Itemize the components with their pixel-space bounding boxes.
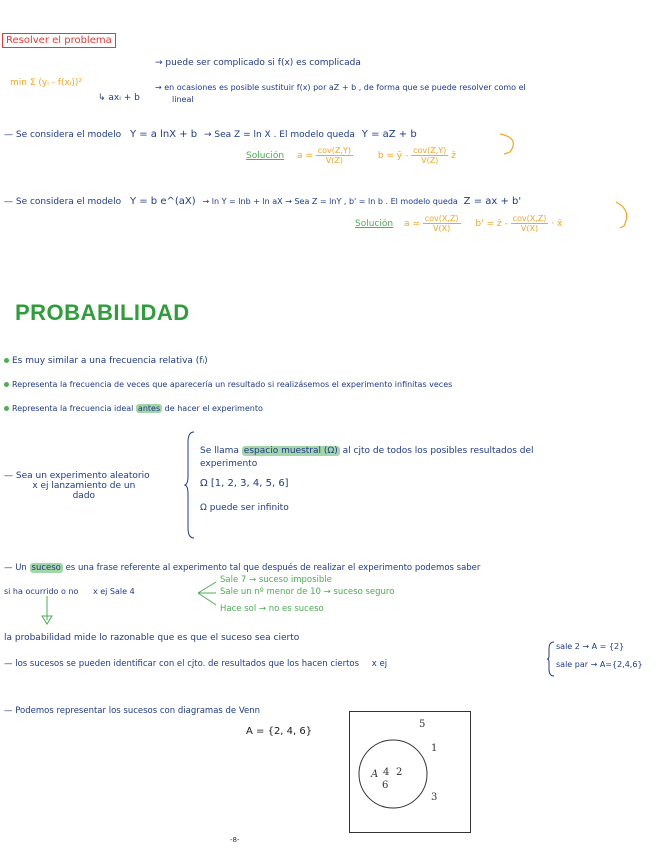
venn-element-6: 6 bbox=[382, 780, 389, 791]
model1-intro bbox=[4, 129, 417, 140]
identify-option2: sale par → A={2,4,6} bbox=[556, 660, 643, 669]
suceso-pre: — Un bbox=[4, 563, 27, 573]
bullet-dot bbox=[4, 406, 9, 411]
experimento-word: experimento bbox=[200, 459, 258, 469]
arrow-down-icon bbox=[40, 596, 54, 628]
solution1-a-den: V(Z) bbox=[325, 156, 343, 165]
bullet3-pre: Representa la frecuencia ideal bbox=[12, 404, 134, 413]
solution1-b-tail: z̄ bbox=[451, 151, 456, 161]
note-lineal: lineal bbox=[172, 95, 194, 104]
solution2-b-fraction bbox=[511, 214, 549, 233]
solution2-a: a = bbox=[403, 219, 420, 229]
solution1-b: b = ȳ - bbox=[377, 151, 409, 161]
model2-text: — Se considera el modelo bbox=[4, 197, 122, 207]
resolver-problema-box bbox=[2, 33, 116, 48]
solution2-b-num: cov(X,Z) bbox=[512, 214, 547, 223]
solution1-b-num: cov(Z,Y) bbox=[413, 146, 447, 155]
page-number: -8- bbox=[230, 836, 240, 844]
solution2-b-tail: · x̄ bbox=[551, 219, 563, 229]
experimento-left bbox=[4, 471, 150, 501]
bullet-dot bbox=[4, 358, 9, 363]
solution2-a-num: cov(X,Z) bbox=[424, 214, 459, 223]
venn-circle-a bbox=[359, 740, 427, 808]
model1-text: — Se considera el modelo bbox=[4, 130, 122, 140]
solution2-b-den: V(X) bbox=[520, 224, 539, 233]
solution2-a-fraction bbox=[423, 214, 461, 233]
venn-universe-rect bbox=[350, 712, 471, 833]
suceso-definition bbox=[4, 563, 480, 573]
exp-left-line2: x ej lanzamiento de un bbox=[32, 481, 136, 491]
suceso-imposible: Sale 7 → suceso imposible bbox=[220, 575, 332, 585]
minimization-expression bbox=[10, 78, 82, 88]
identificar-sucesos bbox=[4, 659, 387, 669]
venn-element-4: 4 bbox=[383, 767, 390, 778]
brace-identify bbox=[546, 641, 556, 677]
model2-then: → ln Y = lnb + ln aX → Sea Z = lnY , b' = ln b . El modelo queda bbox=[202, 197, 458, 206]
suceso-highlight: suceso bbox=[31, 563, 61, 573]
suceso-ocurrido: si ha ocurrido o no bbox=[4, 587, 79, 596]
model1-then: → Sea Z = ln X . El modelo queda bbox=[204, 130, 355, 140]
model2-result: Z = ax + b' bbox=[463, 196, 522, 207]
section-title-probabilidad: PROBABILIDAD bbox=[15, 300, 190, 325]
resolver-problema-title: Resolver el problema bbox=[6, 35, 112, 46]
model2-intro bbox=[4, 196, 521, 207]
venn-diagram bbox=[349, 711, 471, 833]
venn-intro: — Podemos representar los sucesos con diagramas de Venn bbox=[4, 706, 261, 716]
bullet-dot bbox=[4, 382, 9, 387]
suceso-line2 bbox=[4, 587, 135, 596]
identify-ejemplo: x ej bbox=[371, 659, 388, 669]
espacio-muestral-line bbox=[200, 446, 534, 456]
probabilidad-mide: la probabilidad mide lo razonable que es que el suceso sea cierto bbox=[4, 633, 300, 643]
model1-result: Y = aZ + b bbox=[361, 129, 417, 140]
bullet-frecuencia-infinitas bbox=[4, 380, 452, 389]
venn-element-2: 2 bbox=[396, 767, 403, 778]
bullet2-text: Representa la frecuencia de veces que aparecería un resultado si realizásemos el experimento infinitas veces bbox=[12, 380, 453, 389]
omega-infinito: Ω puede ser infinito bbox=[200, 503, 289, 513]
arrow-model2-curve bbox=[610, 196, 640, 236]
venn-element-1: 1 bbox=[431, 743, 438, 754]
venn-label-a: A bbox=[371, 769, 379, 780]
omega-set: Ω [1, 2, 3, 4, 5, 6] bbox=[200, 478, 289, 489]
suceso-ejemplo: x ej Sale 4 bbox=[92, 587, 135, 596]
solution1 bbox=[246, 146, 456, 165]
solution2-a-den: V(X) bbox=[433, 224, 451, 233]
venn-set-a: A = {2, 4, 6} bbox=[246, 726, 313, 737]
bullet-frecuencia-relativa bbox=[4, 356, 208, 366]
suceso-post: es una frase referente al experimento tal que después de realizar el experimento podemos saber bbox=[65, 563, 481, 573]
bullet-frecuencia-ideal bbox=[4, 404, 263, 413]
bullet1-text: Es muy similar a una frecuencia relativa (fᵢ) bbox=[12, 356, 208, 366]
identify-text: — los sucesos se pueden identificar con el cjto. de resultados que los hacen ciertos bbox=[4, 659, 360, 669]
suceso-seguro: Sale un nº menor de 10 → suceso seguro bbox=[220, 587, 395, 597]
arrow-model1-curve bbox=[480, 124, 530, 160]
solution1-a-num: cov(Z,Y) bbox=[317, 146, 351, 155]
solution2 bbox=[355, 214, 562, 233]
axb-note: ↳ axᵢ + b bbox=[98, 93, 140, 103]
exp-left-line1: — Sea un experimento aleatorio bbox=[4, 471, 150, 481]
bullet3-post: de hacer el experimento bbox=[164, 404, 263, 413]
model1-equation: Y = a lnX + b bbox=[129, 129, 198, 140]
solution2-b: b' = z̄ - bbox=[475, 219, 508, 229]
no-es-suceso: Hace sol → no es suceso bbox=[220, 604, 324, 614]
exp-r1-pre: Se llama bbox=[200, 446, 239, 456]
espacio-muestral-highlight: espacio muestral (Ω) bbox=[243, 446, 338, 456]
arrows-suceso bbox=[196, 577, 220, 611]
solution1-label: Solución bbox=[246, 151, 285, 161]
solution1-b-den: V(Z) bbox=[421, 156, 439, 165]
solution1-b-fraction bbox=[411, 146, 448, 165]
solution1-a: a = bbox=[296, 151, 313, 161]
exp-left-line3: dado bbox=[72, 491, 96, 501]
solution2-label: Solución bbox=[355, 219, 394, 229]
venn-element-3: 3 bbox=[431, 792, 438, 803]
model2-equation: Y = b e^(aX) bbox=[129, 196, 196, 207]
identify-option1: sale 2 → A = {2} bbox=[556, 642, 625, 651]
venn-element-5: 5 bbox=[419, 719, 426, 730]
note-complicado: → puede ser complicado si f(x) es complicada bbox=[155, 58, 361, 68]
brace-experimento bbox=[184, 430, 198, 540]
solution1-a-fraction bbox=[316, 146, 353, 165]
min-expr: min Σ (yᵢ - f(xᵢ))² bbox=[10, 78, 83, 88]
bullet3-highlight: antes bbox=[137, 404, 161, 413]
note-sustituir: → en ocasiones es posible sustituir f(x) por aZ + b , de forma que se puede resolver como el bbox=[155, 83, 526, 92]
exp-r1-post: al cjto de todos los posibles resultados del bbox=[342, 446, 534, 456]
